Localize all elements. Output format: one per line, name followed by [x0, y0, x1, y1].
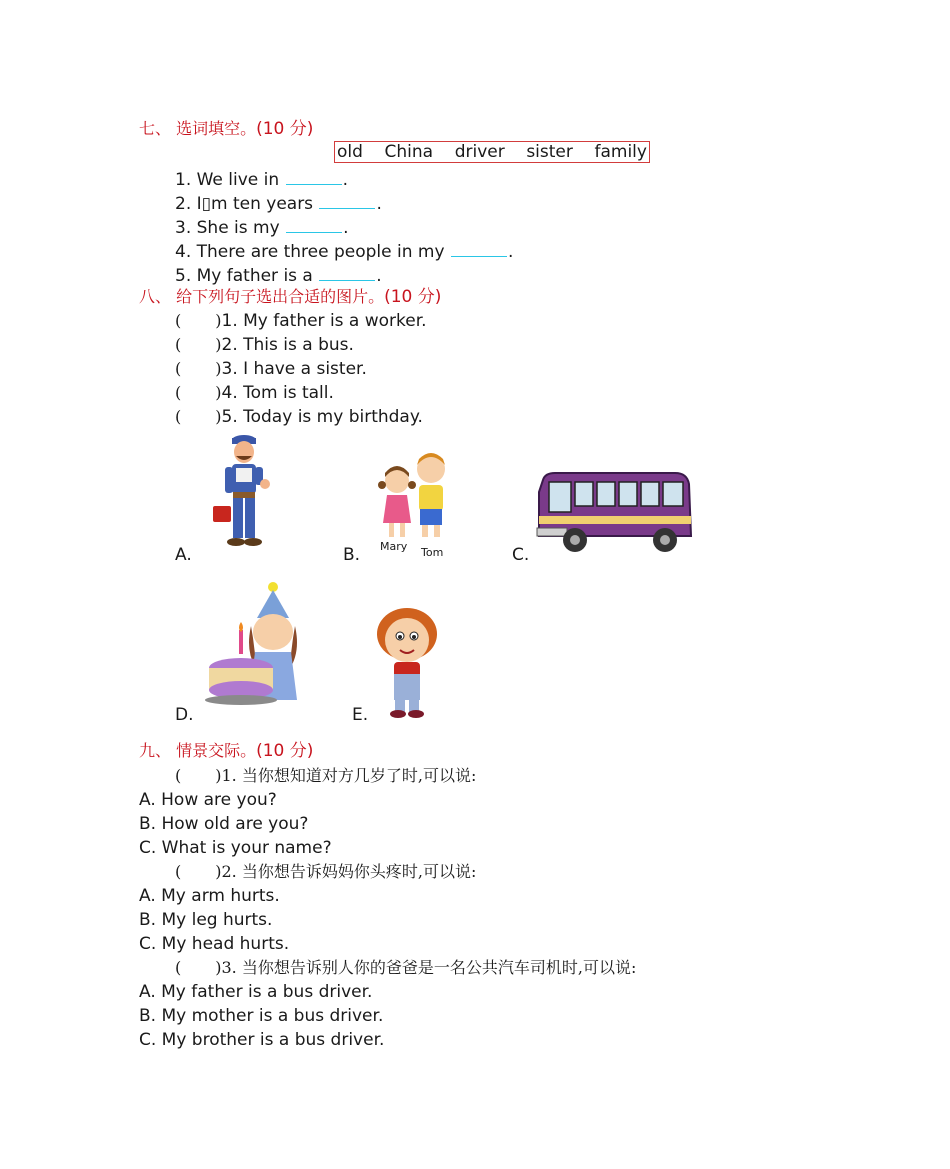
- section-7-points: (10 分): [256, 119, 314, 139]
- option: A. How are you?: [139, 790, 277, 810]
- fill-item-4: [175, 238, 513, 264]
- fill-item-3: [175, 214, 348, 240]
- picture-letter-c: C.: [512, 545, 530, 565]
- answer-blank[interactable]: [286, 214, 342, 233]
- section-9-points: (10 分): [256, 741, 314, 761]
- answer-blank[interactable]: [319, 262, 375, 281]
- answer-paren[interactable]: ( ): [175, 335, 222, 354]
- worker-picture: [205, 434, 283, 552]
- match-item-3: [175, 357, 367, 381]
- kids-picture: [373, 447, 455, 549]
- fill-item-end: .: [507, 242, 514, 262]
- match-item-2: [175, 333, 354, 357]
- answer-paren[interactable]: ( ): [175, 766, 222, 785]
- word-bank-word: old: [337, 142, 363, 162]
- picture-letter-a: A.: [175, 545, 192, 565]
- child-picture: [372, 608, 442, 720]
- word-bank-word: China: [384, 142, 434, 162]
- match-item-5: [175, 405, 423, 429]
- option: C. My head hurts.: [139, 934, 290, 954]
- answer-blank[interactable]: [319, 190, 375, 209]
- answer-paren[interactable]: ( ): [175, 383, 222, 402]
- option: B. How old are you?: [139, 814, 309, 834]
- question-1: [175, 764, 476, 788]
- fill-item-text: 5. My father is a: [175, 266, 319, 286]
- fill-item-end: .: [343, 218, 349, 238]
- option: B. My leg hurts.: [139, 910, 273, 930]
- section-8-points: (10 分): [384, 287, 442, 307]
- answer-paren[interactable]: ( ): [175, 958, 222, 977]
- section-9-title: 九、 情景交际。: [139, 741, 257, 760]
- word-bank-word: family: [594, 142, 647, 162]
- question-prompt: 2. 当你想告诉妈妈你头疼时,可以说:: [221, 862, 477, 881]
- match-item-text: 5. Today is my birthday.: [221, 407, 423, 427]
- match-item-text: 2. This is a bus.: [221, 335, 354, 355]
- word-bank-word: driver: [454, 142, 505, 162]
- kid-caption-mary: Mary: [380, 540, 408, 553]
- section-8-title: 八、 给下列句子选出合适的图片。: [139, 287, 385, 306]
- question-prompt: 1. 当你想知道对方几岁了时,可以说:: [221, 766, 477, 785]
- match-item-4: [175, 381, 334, 405]
- section-7-title: 七、 选词填空。: [139, 119, 257, 138]
- question-prompt: 3. 当你想告诉别人你的爸爸是一名公共汽车司机时,可以说:: [221, 958, 637, 977]
- option: A. My arm hurts.: [139, 886, 280, 906]
- answer-paren[interactable]: ( ): [175, 311, 222, 330]
- option: C. My brother is a bus driver.: [139, 1030, 385, 1050]
- answer-blank[interactable]: [286, 166, 342, 185]
- fill-item-text: 1. We live in: [175, 170, 285, 190]
- option: C. What is your name?: [139, 838, 332, 858]
- fill-item-end: .: [342, 170, 348, 190]
- answer-paren[interactable]: ( ): [175, 407, 222, 426]
- fill-item-text: 4. There are three people in my: [175, 242, 450, 262]
- kid-caption-tom: Tom: [421, 546, 444, 559]
- picture-letter-d: D.: [175, 705, 194, 725]
- answer-paren[interactable]: ( ): [175, 862, 222, 881]
- answer-blank[interactable]: [451, 238, 507, 257]
- match-item-text: 1. My father is a worker.: [221, 311, 427, 331]
- option: A. My father is a bus driver.: [139, 982, 373, 1002]
- fill-item-text: 3. She is my: [175, 218, 286, 238]
- bus-picture: [535, 470, 693, 556]
- answer-paren[interactable]: ( ): [175, 359, 222, 378]
- fill-item-2: [175, 190, 382, 216]
- option: B. My mother is a bus driver.: [139, 1006, 384, 1026]
- match-item-text: 4. Tom is tall.: [221, 383, 334, 403]
- fill-item-end: .: [376, 266, 382, 286]
- fill-item-text: 2. I▯m ten years: [175, 194, 319, 214]
- picture-letter-b: B.: [343, 545, 361, 565]
- fill-item-end: .: [376, 194, 382, 214]
- match-item-1: [175, 309, 427, 333]
- section-7-heading: [139, 117, 313, 141]
- picture-letter-e: E.: [352, 705, 369, 725]
- match-item-text: 3. I have a sister.: [221, 359, 367, 379]
- fill-item-1: [175, 166, 348, 192]
- birthday-girl-picture: [205, 582, 305, 712]
- question-3: [175, 956, 636, 980]
- word-bank-word: sister: [526, 142, 573, 162]
- word-bank: [334, 141, 650, 163]
- section-9-heading: [139, 739, 313, 763]
- section-8-heading: [139, 285, 441, 309]
- question-2: [175, 860, 476, 884]
